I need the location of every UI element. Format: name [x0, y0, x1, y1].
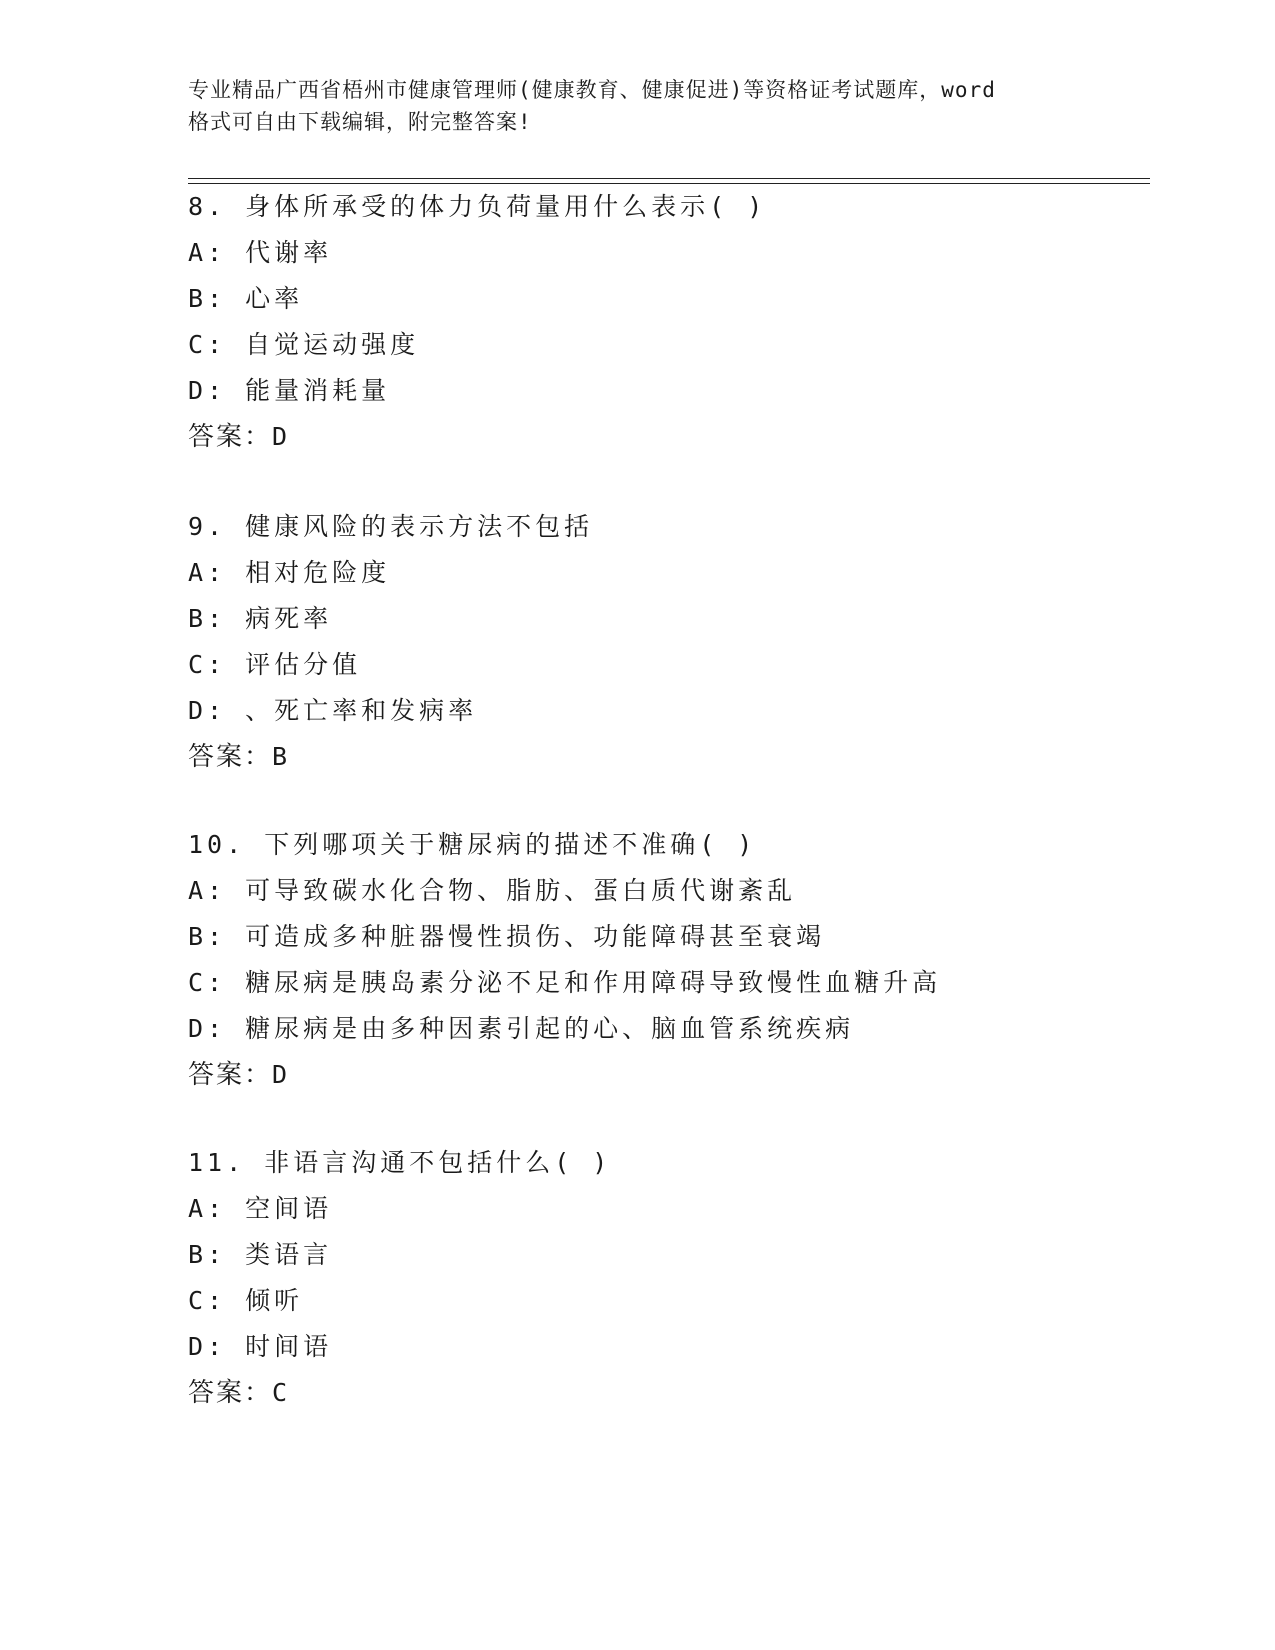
option-a: A: 空间语 [188, 1194, 333, 1223]
answer-value: D [272, 1060, 288, 1089]
answer-value: B [272, 742, 288, 771]
answer-label: 答案： [188, 1060, 273, 1090]
option-c: C: 糖尿病是胰岛素分泌不足和作用障碍导致慢性血糖升高 [188, 968, 942, 997]
answer-line [188, 414, 1148, 460]
question-stem: 8. 身体所承受的体力负荷量用什么表示( ) [188, 192, 767, 221]
option-d: D: 时间语 [188, 1332, 333, 1361]
answer-value: D [272, 422, 288, 451]
option-d: D: 、死亡率和发病率 [188, 696, 478, 725]
option-c: C: 评估分值 [188, 650, 362, 679]
header-divider-top [188, 178, 1150, 179]
answer-line [188, 1370, 1148, 1416]
option-b: B: 可造成多种脏器慢性损伤、功能障碍甚至衰竭 [188, 922, 826, 951]
option-a: A: 可导致碳水化合物、脂肪、蛋白质代谢紊乱 [188, 876, 797, 905]
question-block [188, 822, 1148, 1098]
question-block [188, 504, 1148, 780]
question-stem: 10. 下列哪项关于糖尿病的描述不准确( ) [188, 830, 757, 859]
answer-line [188, 734, 1148, 780]
answer-label: 答案： [188, 1378, 273, 1408]
header-line-1: 专业精品广西省梧州市健康管理师(健康教育、健康促进)等资格证考试题库，word [188, 78, 996, 102]
option-b: B: 心率 [188, 284, 304, 313]
answer-label: 答案： [188, 422, 273, 452]
option-a: A: 相对危险度 [188, 558, 391, 587]
question-block [188, 184, 1148, 460]
answer-label: 答案： [188, 742, 273, 772]
answer-value: C [272, 1378, 288, 1407]
option-d: D: 糖尿病是由多种因素引起的心、脑血管系统疾病 [188, 1014, 855, 1043]
question-block [188, 1140, 1148, 1416]
option-c: C: 倾听 [188, 1286, 304, 1315]
option-d: D: 能量消耗量 [188, 376, 391, 405]
question-stem: 11. 非语言沟通不包括什么( ) [188, 1148, 612, 1177]
option-b: B: 类语言 [188, 1240, 333, 1269]
answer-line [188, 1052, 1148, 1098]
option-c: C: 自觉运动强度 [188, 330, 420, 359]
document-header [188, 74, 1108, 138]
option-a: A: 代谢率 [188, 238, 333, 267]
question-stem: 9. 健康风险的表示方法不包括 [188, 512, 594, 541]
option-b: B: 病死率 [188, 604, 333, 633]
header-line-2: 格式可自由下载编辑，附完整答案! [188, 110, 532, 134]
